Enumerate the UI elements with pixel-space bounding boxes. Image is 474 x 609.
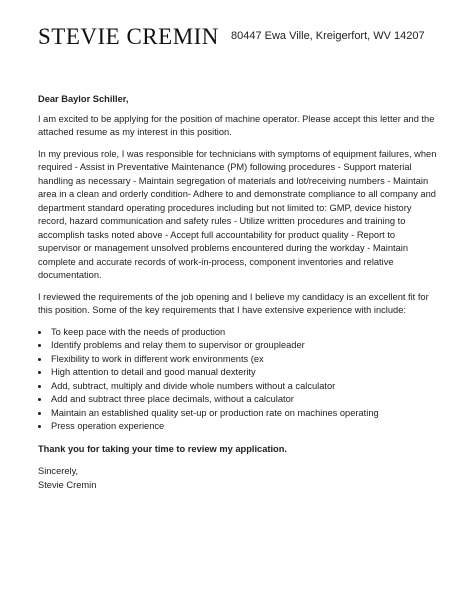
applicant-name: STEVIE CREMIN bbox=[38, 24, 219, 49]
requirements-intro-paragraph: I reviewed the requirements of the job opening and I believe my candidacy is an excellent fit for this position. Some of the key requirements that I have extensive experience with include: bbox=[38, 291, 429, 315]
salutation: Dear Baylor Schiller, bbox=[38, 94, 129, 104]
list-item: • Flexibility to work in different work environments (ex bbox=[50, 353, 438, 367]
experience-paragraph: In my previous role, I was responsible for technicians with symptoms of equipment failures, when required - Assist in Preventative Maintenance (PM) following procedures - Support material handling as necessary - Maintain segregation of materials and lot/receiving numbers - Maintain area in a clean and orderly condition- Adhere to and demonstrate compliance to all company and department standard operating procedures including but not limited to: GMP, device history record, hazard communication and safety rules - Utilize written procedures and training to accomplish tasks noted above - Accept full accountability for product quality - Report to supervisor or management unsolved problems encountered during the workday - Maintain complete and accurate records of work-in-process, component inventories and relative documentation. bbox=[38, 148, 437, 280]
letter-body bbox=[38, 93, 438, 492]
list-item: • High attention to detail and good manual dexterity bbox=[50, 366, 438, 380]
list-item: • Add, subtract, multiply and divide whole numbers without a calculator bbox=[50, 380, 438, 394]
list-item: • Maintain an established quality set-up or production rate on machines operating bbox=[50, 407, 438, 421]
thank-you-line: Thank you for taking your time to review my application. bbox=[38, 443, 287, 454]
applicant-address: 80447 Ewa Ville, Kreigerfort, WV 14207 bbox=[231, 30, 425, 42]
list-item: • Press operation experience bbox=[50, 420, 438, 434]
requirements-list bbox=[38, 326, 438, 434]
closing-line: Sincerely, bbox=[38, 466, 79, 476]
letter-header bbox=[38, 22, 458, 52]
list-item: • To keep pace with the needs of production bbox=[50, 326, 438, 340]
signature-name: Stevie Cremin bbox=[38, 479, 97, 490]
intro-paragraph: I am excited to be applying for the position of machine operator. Please accept this letter and the attached resume as my interest in this position. bbox=[38, 113, 435, 137]
list-item: • Identify problems and relay them to supervisor or groupleader bbox=[50, 339, 438, 353]
list-item: • Add and subtract three place decimals, without a calculator bbox=[50, 393, 438, 407]
